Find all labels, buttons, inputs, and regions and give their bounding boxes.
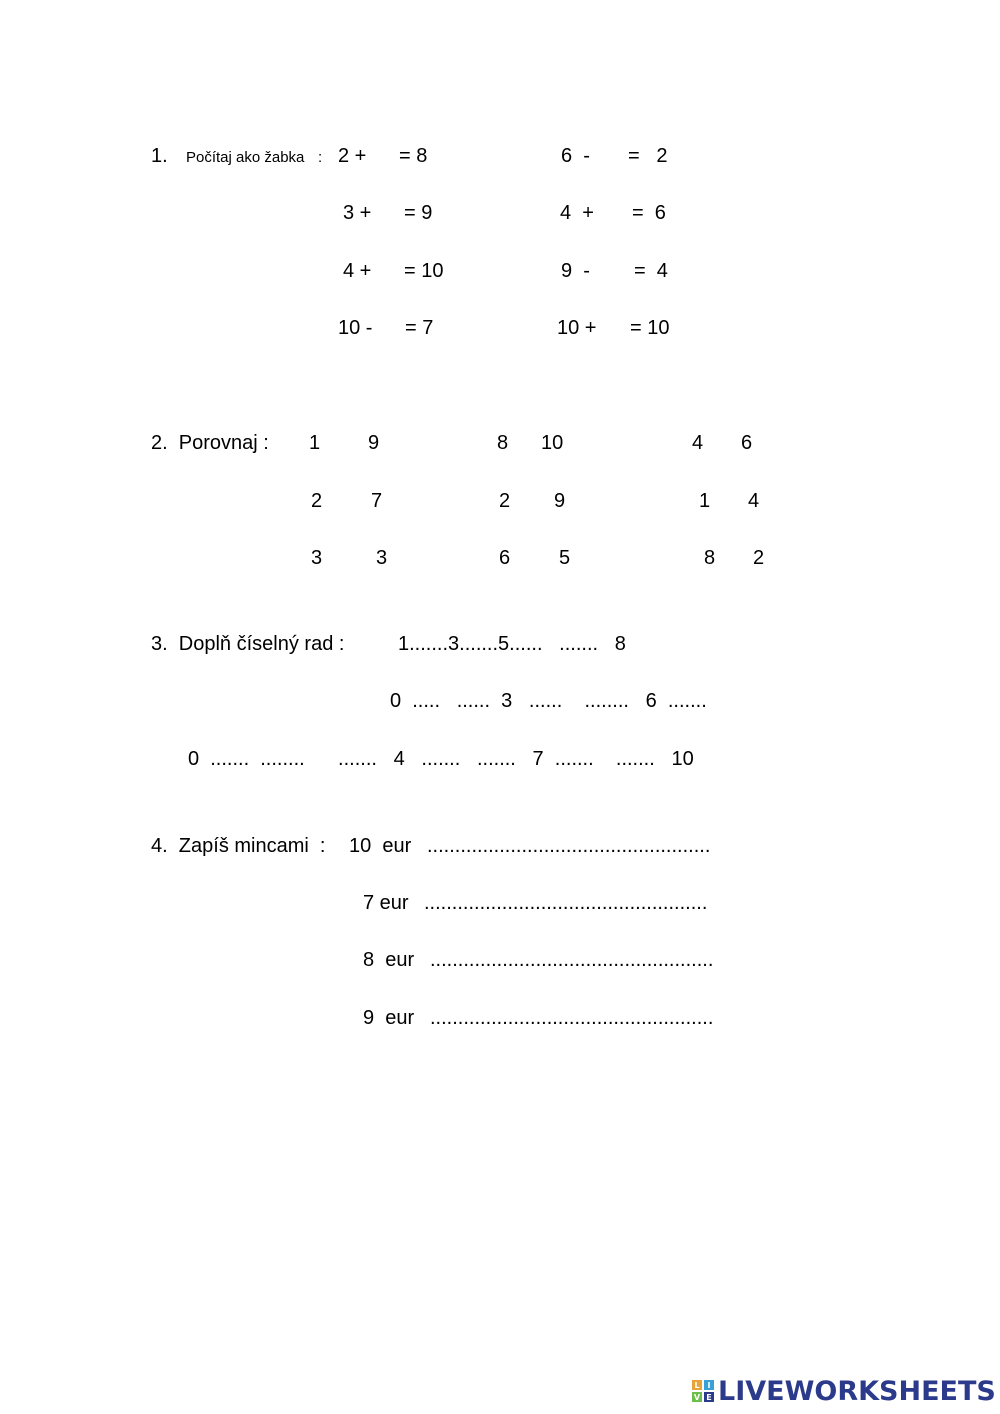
task1-expr: 2 + [338,145,367,167]
task1-expr: 6 - [561,145,590,167]
liveworksheets-logo [692,1376,996,1406]
logo-tile: V [693,1392,701,1402]
task2-number: 2 [311,490,323,512]
task1-result: = 2 [628,145,668,167]
task2-number: 5 [559,547,571,569]
task4-amount: 9 eur [363,1007,415,1029]
task2-number: 4 [692,432,704,454]
task4-answer-line: ................................................... [427,835,711,857]
task3-sequence: 1.......3.......5...... ....... 8 [398,633,626,655]
task2-title: 2. Porovnaj : [151,432,269,454]
task4-title: 4. Zapíš mincami : [151,835,326,857]
task4-amount: 7 eur [363,892,409,914]
task1-expr: 10 - [338,317,373,339]
task1-result: = 9 [404,202,433,224]
logo-tile: I [704,1380,714,1390]
task1-result: = 10 [404,260,444,282]
task1-expr: 3 + [343,202,372,224]
task1-result: = 10 [630,317,670,339]
task2-number: 4 [748,490,760,512]
task4-answer-line: ................................................... [430,949,714,971]
task1-result: = 4 [634,260,668,282]
task4-amount: 10 eur [349,835,412,857]
task2-number: 2 [499,490,511,512]
task1-expr: 10 + [557,317,597,339]
logo-tile: L [692,1380,702,1390]
task2-number: 3 [376,547,388,569]
task3-sequence: 0 ..... ...... 3 ...... ........ 6 ....... [390,690,707,712]
task2-number: 1 [699,490,711,512]
task2-number: 6 [499,547,511,569]
task1-result: = 7 [405,317,434,339]
task4-answer-line: ................................................... [424,892,708,914]
task3-title: 3. Doplň číselný rad : [151,633,345,655]
task1-result: = 8 [399,145,428,167]
task4-amount: 8 eur [363,949,415,971]
task1-result: = 6 [632,202,666,224]
task2-number: 3 [311,547,323,569]
task2-number: 1 [309,432,321,454]
task4-answer-line: ................................................... [430,1007,714,1029]
task2-number: 6 [741,432,753,454]
logo-tiles-icon [692,1380,714,1402]
task1-colon: : [318,149,323,166]
task1-expr: 9 - [561,260,590,282]
task2-number: 9 [368,432,380,454]
task2-number: 2 [753,547,765,569]
task2-number: 7 [371,490,383,512]
task2-number: 9 [554,490,566,512]
logo-tile: E [704,1392,714,1402]
task1-expr: 4 + [343,260,372,282]
task1-number: 1. [151,145,168,167]
task1-expr: 4 + [560,202,594,224]
task2-number: 8 [704,547,716,569]
task1-label: Počítaj ako žabka [186,149,305,166]
logo-text: LIVEWORKSHEETS [718,1375,996,1407]
task3-sequence: 0 ....... ........ ....... 4 ....... ....... 7 ....... ....... 10 [188,748,694,770]
task2-number: 10 [541,432,564,454]
task2-number: 8 [497,432,509,454]
